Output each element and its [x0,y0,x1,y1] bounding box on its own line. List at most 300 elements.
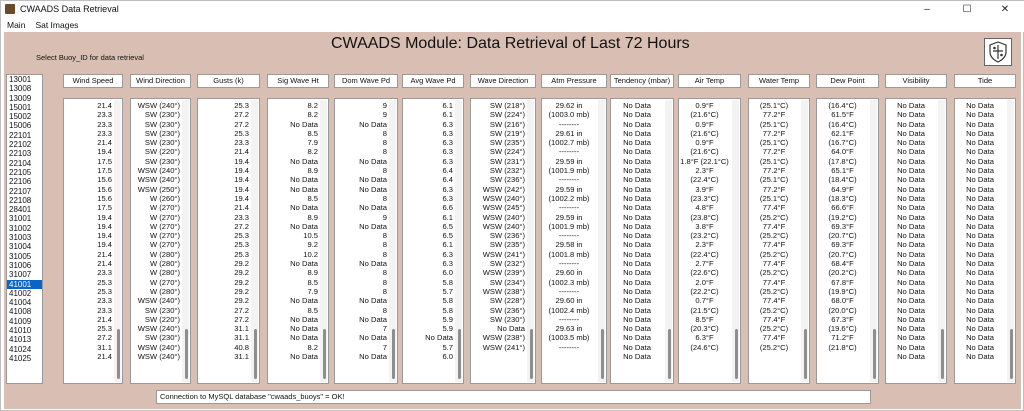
list-item: No Data [966,314,994,324]
list-item: (19.6°C) [828,324,857,334]
list-item: 19.4 [234,184,249,194]
list-item: 29.59 in [555,156,583,166]
list-item: 31.1 [97,342,112,352]
list-item: No Data [359,314,387,324]
list-item: W (270°) [149,277,180,287]
list-item: 5.7 [442,286,453,296]
buoy-list-item[interactable]: 22104 [9,158,32,168]
scrollbar-thumb[interactable] [530,329,533,379]
list-item: 27.2 [97,333,112,343]
list-item: (22.2°C) [690,286,719,296]
list-item: WSW (240°) [137,342,180,352]
list-item: W (270°) [149,221,180,231]
column-list-dom-wave-pd[interactable] [334,98,398,384]
list-item: (25.1°C) [759,101,789,110]
list-item: No Data [966,147,994,157]
buoy-list-item[interactable]: 41024 [9,344,32,354]
buoy-list-item[interactable]: 41008 [9,307,32,317]
list-item: 69.3°F [831,221,854,231]
list-item: 27.2 [234,110,249,120]
list-item: 77.4°F [762,203,786,213]
buoy-list-item[interactable]: 13008 [9,84,32,94]
list-item: No Data [897,203,925,213]
list-item: No Data [290,175,318,185]
list-item: No Data [290,156,318,166]
list-item: (22.4°C) [690,175,719,185]
list-item: 77.4°F [762,296,786,306]
column-header-wind-speed: Wind Speed [63,74,123,88]
minimize-button[interactable]: – [924,3,930,15]
scrollbar-thumb[interactable] [458,329,461,379]
list-item: SW (232°) [489,259,525,269]
list-item: No Data [966,110,994,120]
list-item: No Data [966,352,994,362]
column-header-water-temp: Water Temp [748,74,810,88]
list-item: 8 [382,193,387,203]
list-item: No Data [897,119,925,129]
column-values [403,101,453,361]
list-item: WSW (240°) [482,212,525,222]
list-item: 10.2 [303,249,318,259]
list-item: SW (234°) [489,277,525,287]
scrollbar-thumb[interactable] [668,329,671,379]
list-item: No Data [897,314,925,324]
list-item: (19.9°C) [828,286,857,296]
list-item: No Data [623,193,651,203]
list-item: WSW (250°) [137,184,180,194]
column-values [268,101,318,361]
list-item: (1002.4 mb) [548,305,590,315]
scrollbar-thumb[interactable] [254,329,257,379]
list-item: SW (216°) [489,119,525,129]
list-item: SW (230°) [144,119,180,129]
buoy-list-item[interactable]: 41001 [7,280,42,289]
buoy-list-item[interactable]: 41013 [9,335,32,345]
list-item: 6.3 [442,119,453,129]
list-item: No Data [966,231,994,241]
list-item: 5.9 [442,314,453,324]
list-item: No Data [290,203,318,213]
list-item: No Data [966,166,994,176]
list-item: 21.4 [234,203,249,213]
menu-main[interactable]: Main [7,19,26,30]
list-item: 8.5°F [695,314,714,324]
column-header-dom-wave-pd: Dom Wave Pd [334,74,398,88]
buoy-list-item[interactable]: 41010 [9,326,32,336]
list-item: (1003.5 mb) [548,333,590,343]
list-item: 25.3 [97,277,112,287]
list-item: (1003.0 mb) [548,110,590,120]
list-item: 5.8 [442,305,453,315]
list-item: -------- [558,175,580,185]
list-item: No Data [966,193,994,203]
list-item: 2.3°F [695,240,714,250]
column-list-water-temp[interactable] [748,98,810,384]
list-item: 7 [382,342,387,352]
list-item: SW (230°) [144,138,180,148]
list-item: No Data [897,212,925,222]
list-item: No Data [623,128,651,138]
list-item: 8.5 [307,277,318,287]
list-item: No Data [359,156,387,166]
buoy-id-list[interactable] [6,74,43,384]
list-item: No Data [623,212,651,222]
list-item: No Data [623,314,651,324]
column-header-dew-point: Dew Point [816,74,879,88]
list-item: SW (230°) [144,333,180,343]
list-item: 67.8°F [831,277,854,287]
list-item: 0.9°F [695,138,714,148]
buoy-list-item[interactable]: 22102 [9,140,32,150]
scrollbar-thumb[interactable] [323,329,326,379]
list-item: 77.2°F [762,184,786,194]
buoy-list-item[interactable]: 31003 [9,233,32,243]
list-item: No Data [966,175,994,185]
list-item: W (270°) [149,231,180,241]
list-item: (16.4°C) [828,101,857,110]
list-item: No Data [290,221,318,231]
list-item: (1002.3 mb) [548,277,590,287]
list-item: No Data [359,175,387,185]
list-item: No Data [623,101,651,110]
list-item: 23.3 [97,268,112,278]
list-item: No Data [966,268,994,278]
list-item: No Data [897,184,925,194]
list-item: No Data [897,166,925,176]
list-item: No Data [897,147,925,157]
list-item: SW (235°) [489,138,525,148]
list-item: No Data [290,259,318,269]
column-list-tendency[interactable] [610,98,674,384]
list-item: (16.7°C) [828,138,857,148]
column-header-tide: Tide [954,74,1016,88]
list-item: -------- [558,314,580,324]
scrollbar-thumb[interactable] [601,329,604,379]
list-item: 77.4°F [762,314,786,324]
list-item: SW (219°) [489,128,525,138]
list-item: No Data [359,333,387,343]
list-item: -------- [558,203,580,213]
list-item: 77.4°F [762,259,786,269]
list-item: (25.1°C) [759,175,789,185]
buoy-list-item[interactable]: 31004 [9,242,32,252]
list-item: (19.2°C) [828,212,857,222]
list-item: W (260°) [149,193,180,203]
list-item: (23.8°C) [690,212,719,222]
column-list-dew-point[interactable] [816,98,879,384]
list-item: No Data [966,259,994,269]
list-item: No Data [623,184,651,194]
scrollbar-thumb[interactable] [392,329,395,379]
list-item: 8 [382,277,387,287]
scrollbar-thumb[interactable] [804,329,807,379]
list-item: SW (230°) [144,156,180,166]
list-item: 6.0 [442,352,453,362]
scrollbar-thumb[interactable] [1010,329,1013,379]
list-item: No Data [966,128,994,138]
list-item: 8 [382,231,387,241]
list-item: 3.8°F [695,221,714,231]
list-item: 8.9 [307,268,318,278]
list-item: 25.3 [234,249,249,259]
list-item: 40.8 [234,342,249,352]
buoy-list-item[interactable]: 22108 [9,195,32,205]
column-header-tendency: Tendency (mbar) [610,74,674,88]
column-values [335,101,387,361]
list-item: (22.6°C) [690,268,719,278]
list-item: -------- [558,231,580,241]
column-list-gusts[interactable] [197,98,260,384]
list-item: 8.2 [307,147,318,157]
list-item: 6.3 [442,156,453,166]
list-item: 6.3 [442,184,453,194]
list-item: 31.1 [234,333,249,343]
list-item: No Data [497,324,525,334]
list-item: 0.9°F [695,119,714,129]
list-item: SW (224°) [489,147,525,157]
list-item: 15.6 [97,184,112,194]
list-item: 0.9°F [695,101,714,110]
column-values [542,101,596,352]
scrollbar-thumb[interactable] [941,329,944,379]
list-item: 23.3 [97,128,112,138]
list-item: (1002.2 mb) [548,193,590,203]
list-item: No Data [897,231,925,241]
list-item: No Data [897,286,925,296]
list-item: 29.58 in [555,240,583,250]
column-header-avg-wave-pd: Avg Wave Pd [402,74,464,88]
list-item: 25.3 [97,286,112,296]
list-item: 25.3 [234,231,249,241]
buoy-list-item[interactable]: 28401 [9,205,32,215]
list-item: (21.5°C) [690,305,719,315]
column-list-wind-speed[interactable] [63,98,123,384]
list-item: No Data [966,277,994,287]
column-list-wind-direction[interactable] [130,98,191,384]
list-item: No Data [897,324,925,334]
buoy-list-item[interactable]: 15006 [9,121,32,131]
list-item: SW (236°) [489,175,525,185]
scrollbar-thumb[interactable] [117,329,120,379]
list-item: No Data [966,249,994,259]
list-item: (25.2°C) [759,324,789,334]
column-values [198,101,249,361]
list-item: 19.4 [97,147,112,157]
list-item: 19.4 [97,240,112,250]
list-item: W (270°) [149,203,180,213]
list-item: 5.8 [442,296,453,306]
list-item: 8 [382,166,387,176]
column-values [817,101,868,352]
list-item: No Data [623,249,651,259]
list-item: WSW (245°) [482,203,525,213]
list-item: No Data [425,333,453,343]
list-item: 8.5 [307,128,318,138]
list-item: 5.8 [442,277,453,287]
list-item: (25.2°C) [759,342,789,352]
list-item: WSW (242°) [482,184,525,194]
column-list-tide[interactable] [954,98,1016,384]
list-item: (1002.7 mb) [548,138,590,148]
list-item: 8 [382,147,387,157]
list-item: SW (236°) [489,231,525,241]
list-item: SW (230°) [489,314,525,324]
buoy-list-item[interactable]: 31002 [9,223,32,233]
list-item: WSW (240°) [137,166,180,176]
list-item: No Data [290,333,318,343]
list-item: WSW (238°) [482,286,525,296]
buoy-list-item[interactable]: 31007 [9,270,32,280]
column-values [471,101,525,352]
list-item: 29.60 in [555,296,583,306]
list-item: 31.1 [234,324,249,334]
list-item: 77.2°F [762,166,786,176]
list-item: SW (230°) [144,128,180,138]
list-item: (1001.9 mb) [548,166,590,176]
buoy-list-item[interactable]: 22106 [9,177,32,187]
list-item: 6.5 [442,231,453,241]
list-item: 23.3 [97,305,112,315]
list-item: No Data [623,296,651,306]
list-item: 6.1 [442,110,453,120]
list-item: (20.2°C) [828,268,857,278]
list-item: 9.2 [307,240,318,250]
list-item: 4.8°F [695,203,714,213]
list-item: 8 [382,240,387,250]
list-item: 3.9°F [695,184,714,194]
scrollbar-thumb[interactable] [185,329,188,379]
list-item: No Data [623,119,651,129]
list-item: (21.6°C) [690,110,719,120]
list-item: WSW (240°) [482,193,525,203]
list-item: W (280°) [149,259,180,269]
list-item: No Data [623,138,651,148]
buoy-list-item[interactable]: 41009 [9,316,32,326]
list-item: WSW (241°) [482,249,525,259]
list-item: 77.4°F [762,221,786,231]
list-item: 6.1 [442,212,453,222]
list-item: SW (220°) [144,314,180,324]
buoy-list-item[interactable]: 15002 [9,112,32,122]
list-item: No Data [359,296,387,306]
list-item: (22.4°C) [690,249,719,259]
list-item: (25.2°C) [759,212,789,222]
list-item: 23.3 [234,212,249,222]
list-item: (20.3°C) [690,324,719,334]
list-item: SW (228°) [489,296,525,306]
list-item: No Data [359,203,387,213]
list-item: 68.4°F [831,259,854,269]
list-item: No Data [966,101,994,110]
menu-sat-images[interactable]: Sat Images [35,19,79,30]
buoy-list-item[interactable]: 31005 [9,251,32,261]
list-item: 25.3 [234,240,249,250]
list-item: No Data [359,352,387,362]
list-item: 2.0°F [695,277,714,287]
list-item: WSW (239°) [482,268,525,278]
list-item: No Data [290,296,318,306]
column-header-visibility: Visibility [885,74,947,88]
column-list-wave-direction[interactable] [470,98,536,384]
buoy-list-item[interactable]: 31006 [9,260,32,270]
list-item: 29.62 in [555,101,583,110]
buoy-list-item[interactable]: 22101 [9,130,32,140]
buoy-list-item[interactable]: 15001 [9,102,32,112]
buoy-list-item[interactable]: 31001 [9,214,32,224]
buoy-list-item[interactable]: 22103 [9,149,32,159]
list-item: W (280°) [149,268,180,278]
list-item: No Data [623,231,651,241]
list-item: (23.3°C) [690,193,719,203]
list-item: (20.7°C) [828,231,857,241]
list-item: No Data [897,101,925,110]
list-item: No Data [623,305,651,315]
column-header-gusts: Gusts (k) [197,74,260,88]
column-list-air-temp[interactable] [678,98,741,384]
list-item: No Data [966,138,994,148]
column-list-sig-wave-ht[interactable] [267,98,329,384]
buoy-list-item[interactable]: 41025 [9,353,32,363]
column-list-avg-wave-pd[interactable] [402,98,464,384]
list-item: No Data [623,147,651,157]
list-item: 0.7°F [695,296,714,306]
list-item: (17.8°C) [828,156,857,166]
list-item: No Data [897,277,925,287]
scrollbar-thumb[interactable] [735,329,738,379]
list-item: 15.6 [97,193,112,203]
list-item: No Data [897,193,925,203]
list-item: 5.7 [442,342,453,352]
list-item: 23.3 [97,296,112,306]
list-item: (21.8°C) [828,342,857,352]
list-item: No Data [359,119,387,129]
close-button[interactable]: ✕ [1000,3,1010,15]
list-item: 64.0°F [831,147,854,157]
list-item: No Data [623,166,651,176]
column-list-atm-pressure[interactable] [541,98,607,384]
app-icon [5,4,15,14]
list-item: No Data [897,138,925,148]
column-header-wind-direction: Wind Direction [130,74,191,88]
list-item: -------- [558,147,580,157]
list-item: 61.5°F [831,110,854,120]
maximize-button[interactable]: ☐ [962,3,972,15]
list-item: 27.2 [234,119,249,129]
list-item: 23.3 [234,138,249,148]
buoy-list-item[interactable]: 13009 [9,93,32,103]
scrollbar-thumb[interactable] [873,329,876,379]
buoy-list-item[interactable]: 13001 [9,75,32,84]
list-item: No Data [966,324,994,334]
list-item: 29.2 [234,286,249,296]
list-item: No Data [897,221,925,231]
list-item: 19.4 [234,156,249,166]
buoy-list-item[interactable]: 22105 [9,167,32,177]
buoy-list-item[interactable]: 41002 [9,288,32,298]
list-item: No Data [966,240,994,250]
list-item: (25.2°C) [759,286,789,296]
list-item: No Data [359,184,387,194]
list-item: 6.3 [442,259,453,269]
buoy-list-item[interactable]: 22107 [9,186,32,196]
list-item: 21.4 [97,138,112,148]
column-values [955,101,1005,361]
column-list-visibility[interactable] [885,98,947,384]
buoy-list-item[interactable]: 41004 [9,298,32,308]
list-item: No Data [290,184,318,194]
column-values [679,101,730,352]
list-item: No Data [623,175,651,185]
